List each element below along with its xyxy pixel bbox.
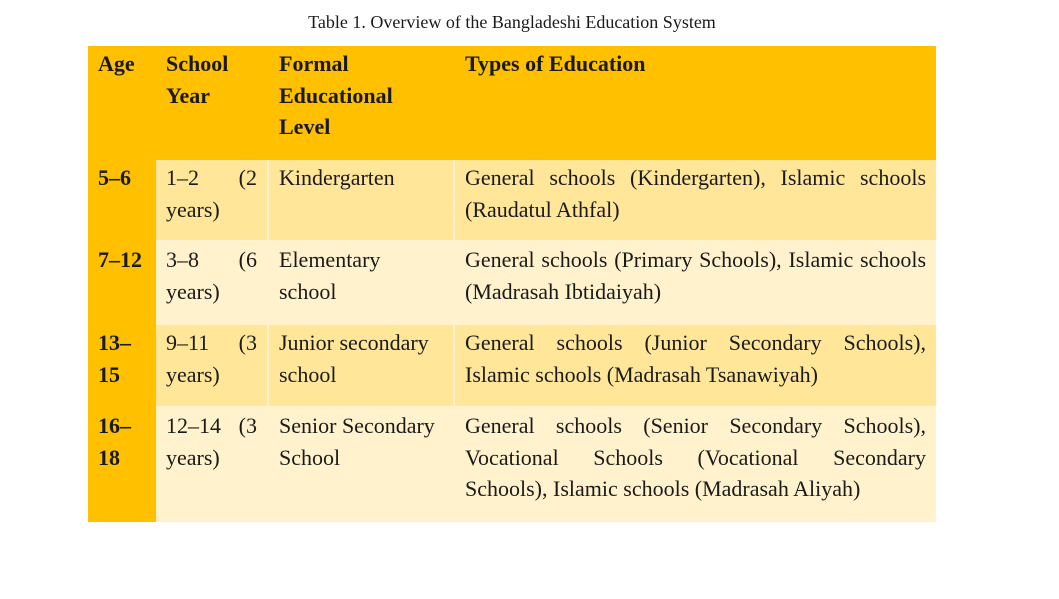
table-row: [88, 407, 936, 522]
cell-formal-level: Senior Secondary School: [268, 407, 454, 522]
cell-age: 7–12: [88, 241, 155, 324]
cell-age: 16–18: [88, 407, 155, 522]
cell-school-year: 3–8 (6 years): [155, 241, 268, 324]
cell-age: 13–15: [88, 324, 155, 407]
header-formal-level: Formal Educational Level: [268, 46, 454, 160]
cell-age: 5–6: [88, 160, 155, 241]
header-school-year: School Year: [155, 46, 268, 160]
table-caption: Table 1. Overview of the Bangladeshi Education System: [308, 12, 716, 32]
header-age: Age: [88, 46, 155, 160]
cell-types: General schools (Junior Secondary Schools), Islamic schools (Madrasah Tsanawiyah): [454, 324, 936, 407]
cell-types: General schools (Kindergarten), Islamic schools (Raudatul Athfal): [454, 160, 936, 241]
cell-school-year: 12–14 (3 years): [155, 407, 268, 522]
header-types: Types of Education: [454, 46, 936, 160]
table-row: [88, 324, 936, 407]
cell-formal-level: Elementary school: [268, 241, 454, 324]
cell-school-year: 9–11 (3 years): [155, 324, 268, 407]
cell-formal-level: Kindergarten: [268, 160, 454, 241]
education-table: [88, 46, 936, 522]
table-row: [88, 241, 936, 324]
cell-types: General schools (Senior Secondary Schools), Vocational Schools (Vocational Secondary Schools), Islamic schools (Madrasah Aliyah): [454, 407, 936, 522]
cell-school-year: 1–2 (2 years): [155, 160, 268, 241]
table-row: [88, 160, 936, 241]
cell-formal-level: Junior secondary school: [268, 324, 454, 407]
cell-types: General schools (Primary Schools), Islamic schools (Madrasah Ibtidaiyah): [454, 241, 936, 324]
table-header-row: [88, 46, 936, 160]
